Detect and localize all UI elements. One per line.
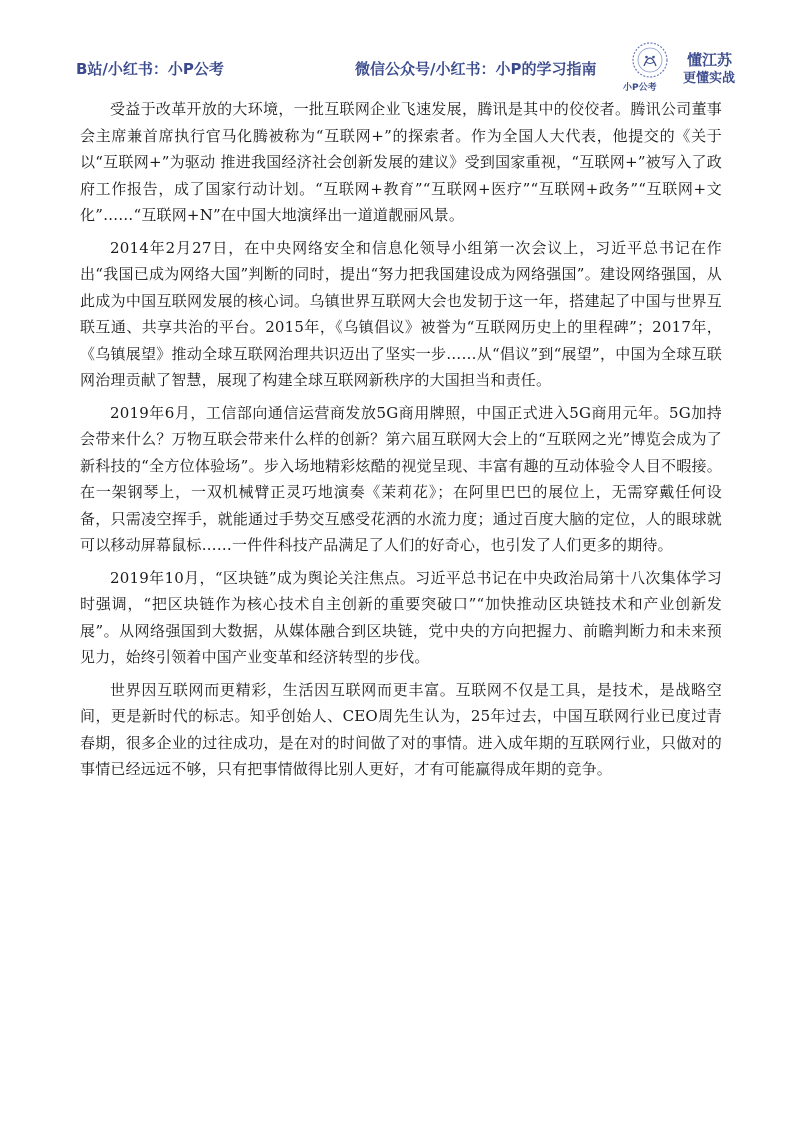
paragraph-tencent: 受益于改革开放的大环境，一批互联网企业飞速发展，腾讯是其中的佼佼者。腾讯公司董事会主席兼首席执行官马化腾被称为“互联网+”的探索者。作为全国人大代表，他提交的《关于以“互联网+”为驱动 推进我国经济社会创新发展的建议》受到国家重视，“互联网+”被写入了政府工作报告，成了国家行动计划。“互联网+教育”“互联网+医疗”“互联网+政务”“互联网+文化”……“互联网+N”在中国大地演绎出一道道靓丽风景。	[80, 100, 722, 224]
header-wechat-account: 微信公众号/小红书：小P的学习指南	[355, 60, 597, 78]
header-bilibili-xiaohongshu: B站/小红书：小P公考	[76, 60, 224, 78]
paragraph-5g: 2019年6月，工信部向通信运营商发放5G商用牌照，中国正式进入5G商用元年。5G加持会带来什么？万物互联会带来什么样的创新？第六届互联网大会上的“互联网之光”博览会成为了新科技的“全方位体验场”。步入场地精彩炫酷的视觉呈现、丰富有趣的互动体验令人目不暇接。在一架钢琴上，一双机械臂正灵巧地演奏《茉莉花》；在阿里巴巴的展位上，无需穿戴任何设备，只需凌空挥手，就能通过手势交互感受花洒的水流力度；通过百度大脑的定位，人的眼球就可以移动屏幕鼠标……一件件科技产品满足了人们的好奇心，也引发了人们更多的期待。	[80, 403, 722, 554]
slogan-line-1: 懂江苏	[687, 51, 733, 69]
paragraph-internet-era: 世界因互联网而更精彩，生活因互联网而更丰富。互联网不仅是工具，是技术，是战略空间，更是新时代的标志。知乎创始人、CEO周先生认为，25年过去，中国互联网行业已度过青春期，很多企业的过往成功，是在对的时间做了对的事情。进入成年期的互联网行业，只做对的事情已经远远不够，只有把事情做得比别人更好，才有可能赢得成年期的竞争。	[80, 680, 722, 778]
paragraph-blockchain: 2019年10月，“区块链”成为舆论关注焦点。习近平总书记在中央政治局第十八次集体学习时强调，“把区块链作为核心技术自主创新的重要突破口”“加快推动区块链技术和产业创新发展”。从网络强国到大数据，从媒体融合到区块链，党中央的方向把握力、前瞻判断力和未来预见力，始终引领着中国产业变革和经济转型的步伐。	[80, 568, 722, 666]
slogan	[683, 50, 735, 88]
article-body	[80, 96, 722, 789]
slogan-line-2: 更懂实战	[683, 71, 736, 87]
paragraph-network-power: 2014年2月27日，在中央网络安全和信息化领导小组第一次会议上，习近平总书记在作出“我国已成为网络大国”判断的同时，提出“努力把我国建设成为网络强国”。建设网络强国，从此成为中国互联网发展的核心词。乌镇世界互联网大会也发韧于这一年，搭建起了中国与世界互联互通、共享共治的平台。2015年，《乌镇倡议》被誉为“互联网历史上的里程碑”；2017年，《乌镇展望》推动全球互联网治理共识迈出了坚实一步……从“倡议”到“展望”，中国为全球互联网治理贡献了智慧，展现了构建全球互联网新秩序的大国担当和责任。	[80, 238, 722, 389]
page-header	[0, 0, 800, 96]
logo-caption: 小P公考	[623, 83, 657, 93]
